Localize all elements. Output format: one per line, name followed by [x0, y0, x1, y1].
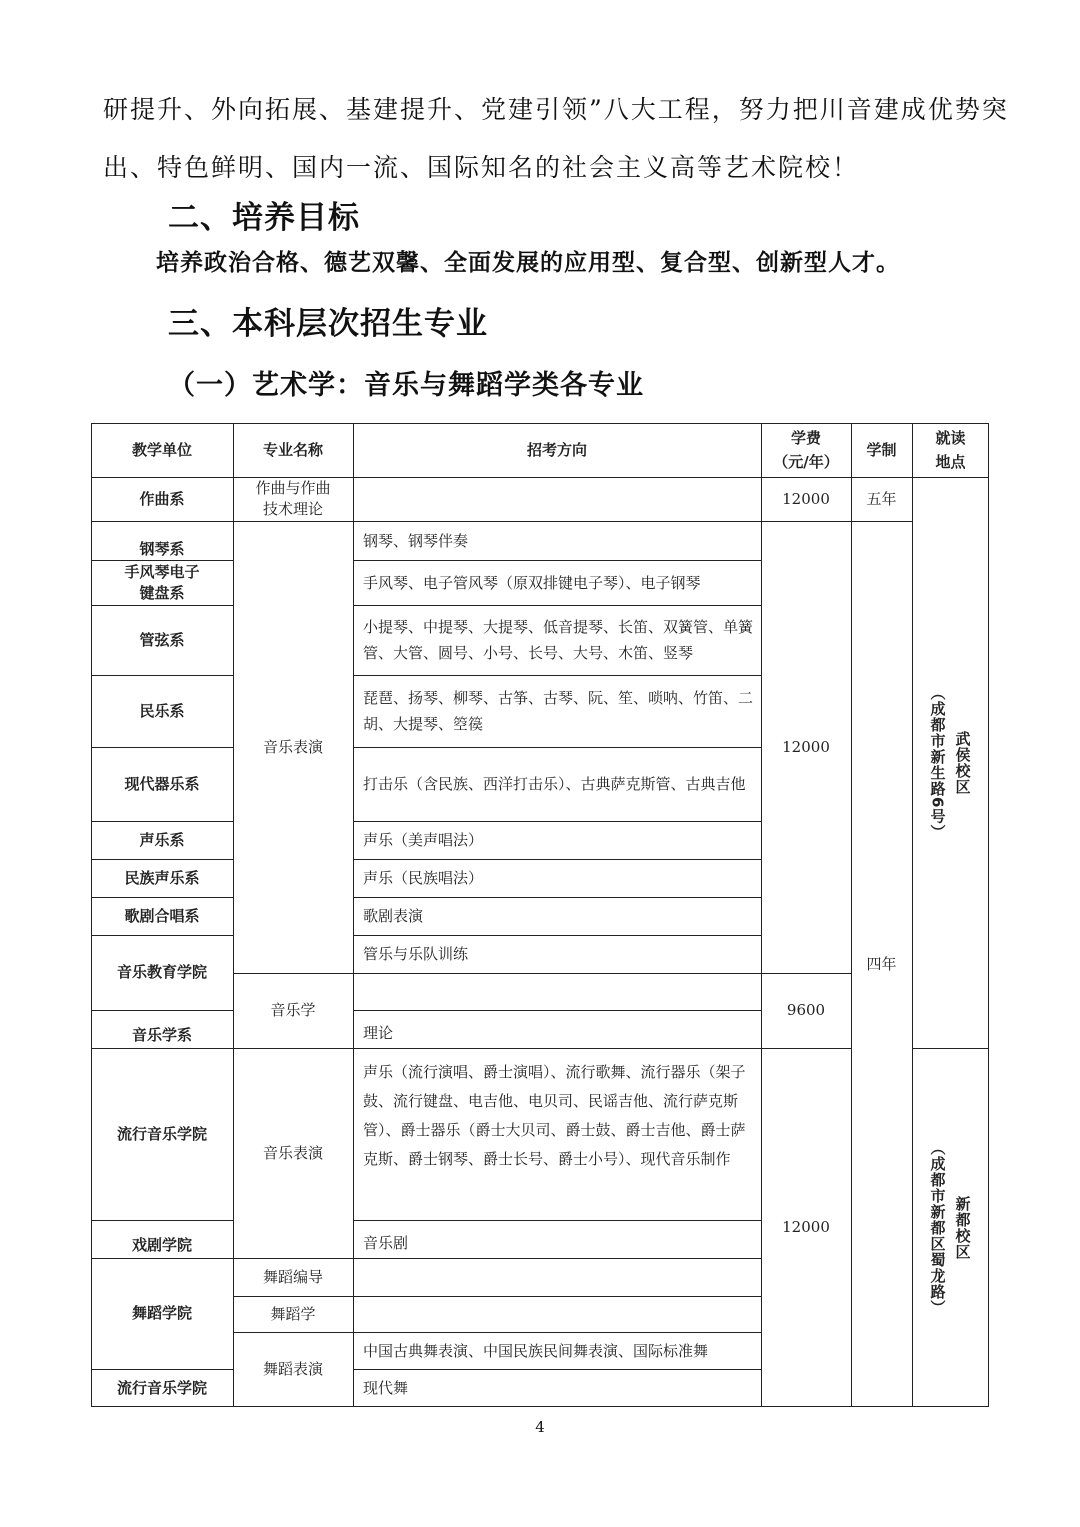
- unit-cell: 钢琴系: [139, 540, 185, 558]
- header-unit: 教学单位: [131, 440, 192, 459]
- campus-address: （成都市新生路6号）: [928, 684, 947, 841]
- major-cell: 音乐学: [270, 1001, 316, 1019]
- unit-cell: 管弦系: [139, 630, 185, 649]
- page-number: 4: [535, 1418, 545, 1436]
- fee-cell: 9600: [786, 1001, 826, 1019]
- unit-cell: 流行音乐学院: [116, 1124, 207, 1143]
- major-cell: 舞蹈学: [270, 1304, 316, 1323]
- unit-cell: 声乐系: [139, 830, 185, 849]
- major-cell: 音乐表演: [262, 737, 323, 756]
- intro-line-2: 出、特色鲜明、国内一流、国际知名的社会主义高等艺术院校！: [103, 153, 860, 182]
- direction-cell: [353, 1296, 761, 1332]
- header-years: 学制: [866, 440, 897, 459]
- header-direction: 招考方向: [526, 440, 587, 459]
- direction-cell: 小提琴、中提琴、大提琴、低音提琴、长笛、双簧管、单簧管、大管、圆号、小号、长号、大号、木笛、竖琴: [363, 618, 754, 662]
- years-cell: 四年: [866, 954, 897, 973]
- direction-cell: 歌剧表演: [363, 907, 424, 925]
- direction-cell: 打击乐（含民族、西洋打击乐）、古典萨克斯管、古典吉他: [363, 775, 746, 793]
- section-2-title: 二、培养目标: [168, 200, 360, 236]
- fee-cell: 12000: [782, 1218, 830, 1236]
- direction-cell: [353, 973, 761, 1010]
- unit-cell: 手风琴电子 键盘系: [124, 562, 200, 602]
- direction-cell: 理论: [363, 1024, 394, 1042]
- location-xindu: [912, 1048, 989, 1407]
- section-3-subtitle: （一）艺术学：音乐与舞蹈学类各专业: [168, 370, 644, 401]
- direction-cell: 现代舞: [363, 1379, 409, 1397]
- fee-cell: 12000: [782, 737, 830, 756]
- direction-cell: 声乐（民族唱法）: [363, 869, 484, 887]
- location-wuhou: [912, 477, 989, 1048]
- direction-cell: 手风琴、电子管风琴（原双排键电子琴）、电子钢琴: [363, 573, 701, 592]
- direction-cell: 音乐剧: [363, 1234, 409, 1252]
- unit-cell: 民族声乐系: [124, 868, 200, 887]
- unit-cell: 音乐学系: [131, 1026, 192, 1044]
- direction-cell: 琵琶、扬琴、柳琴、古筝、古琴、阮、笙、唢呐、竹笛、二胡、大提琴、箜篌: [363, 689, 754, 733]
- major-cell: 作曲与作曲 技术理论: [255, 479, 331, 518]
- unit-cell: 民乐系: [139, 701, 185, 720]
- campus-name: 武侯校区: [953, 730, 972, 795]
- unit-cell: 歌剧合唱系: [124, 906, 200, 925]
- unit-cell: 流行音乐学院: [116, 1378, 207, 1397]
- section-3-title: 三、本科层次招生专业: [168, 306, 488, 342]
- campus-address: （成都市新都区蜀龙路）: [928, 1139, 947, 1316]
- row-line: [353, 1048, 761, 1049]
- unit-cell: 舞蹈学院: [131, 1304, 192, 1322]
- direction-cell: [353, 477, 761, 521]
- major-cell: 舞蹈表演: [262, 1360, 323, 1378]
- unit-cell: 音乐教育学院: [116, 963, 207, 981]
- unit-cell: 作曲系: [139, 489, 185, 508]
- unit-cell: 戏剧学院: [131, 1236, 192, 1254]
- campus-name: 新都校区: [953, 1195, 972, 1260]
- major-cell: 舞蹈编导: [262, 1267, 323, 1286]
- intro-line-1: 研提升、外向拓展、基建提升、党建引领”八大工程，努力把川音建成优势突: [103, 95, 1009, 124]
- direction-cell: 中国古典舞表演、中国民族民间舞表演、国际标准舞: [363, 1341, 709, 1360]
- fee-cell: 12000: [782, 489, 830, 508]
- header-location: 就读 地点: [935, 429, 966, 471]
- header-fee: 学费 （元/年）: [773, 429, 839, 471]
- major-cell: 音乐表演: [262, 1143, 323, 1162]
- direction-cell: 管乐与乐队训练: [363, 945, 469, 963]
- direction-cell: 声乐（流行演唱、爵士演唱）、流行歌舞、流行器乐（架子鼓、流行键盘、电吉他、电贝司、民谣吉他、流行萨克斯管）、爵士器乐（爵士大贝司、爵士鼓、爵士吉他、爵士萨克斯、爵士钢琴、爵士长号、爵士小号）、现代音乐制作: [363, 1063, 746, 1168]
- section-2-body: 培养政治合格、德艺双馨、全面发展的应用型、复合型、创新型人才。: [156, 250, 900, 276]
- direction-cell: 钢琴、钢琴伴奏: [363, 531, 469, 550]
- years-cell: 五年: [866, 489, 897, 508]
- direction-cell: 声乐（美声唱法）: [363, 831, 484, 849]
- header-major: 专业名称: [262, 440, 323, 459]
- direction-cell: [353, 1258, 761, 1296]
- unit-cell: 现代器乐系: [124, 774, 200, 793]
